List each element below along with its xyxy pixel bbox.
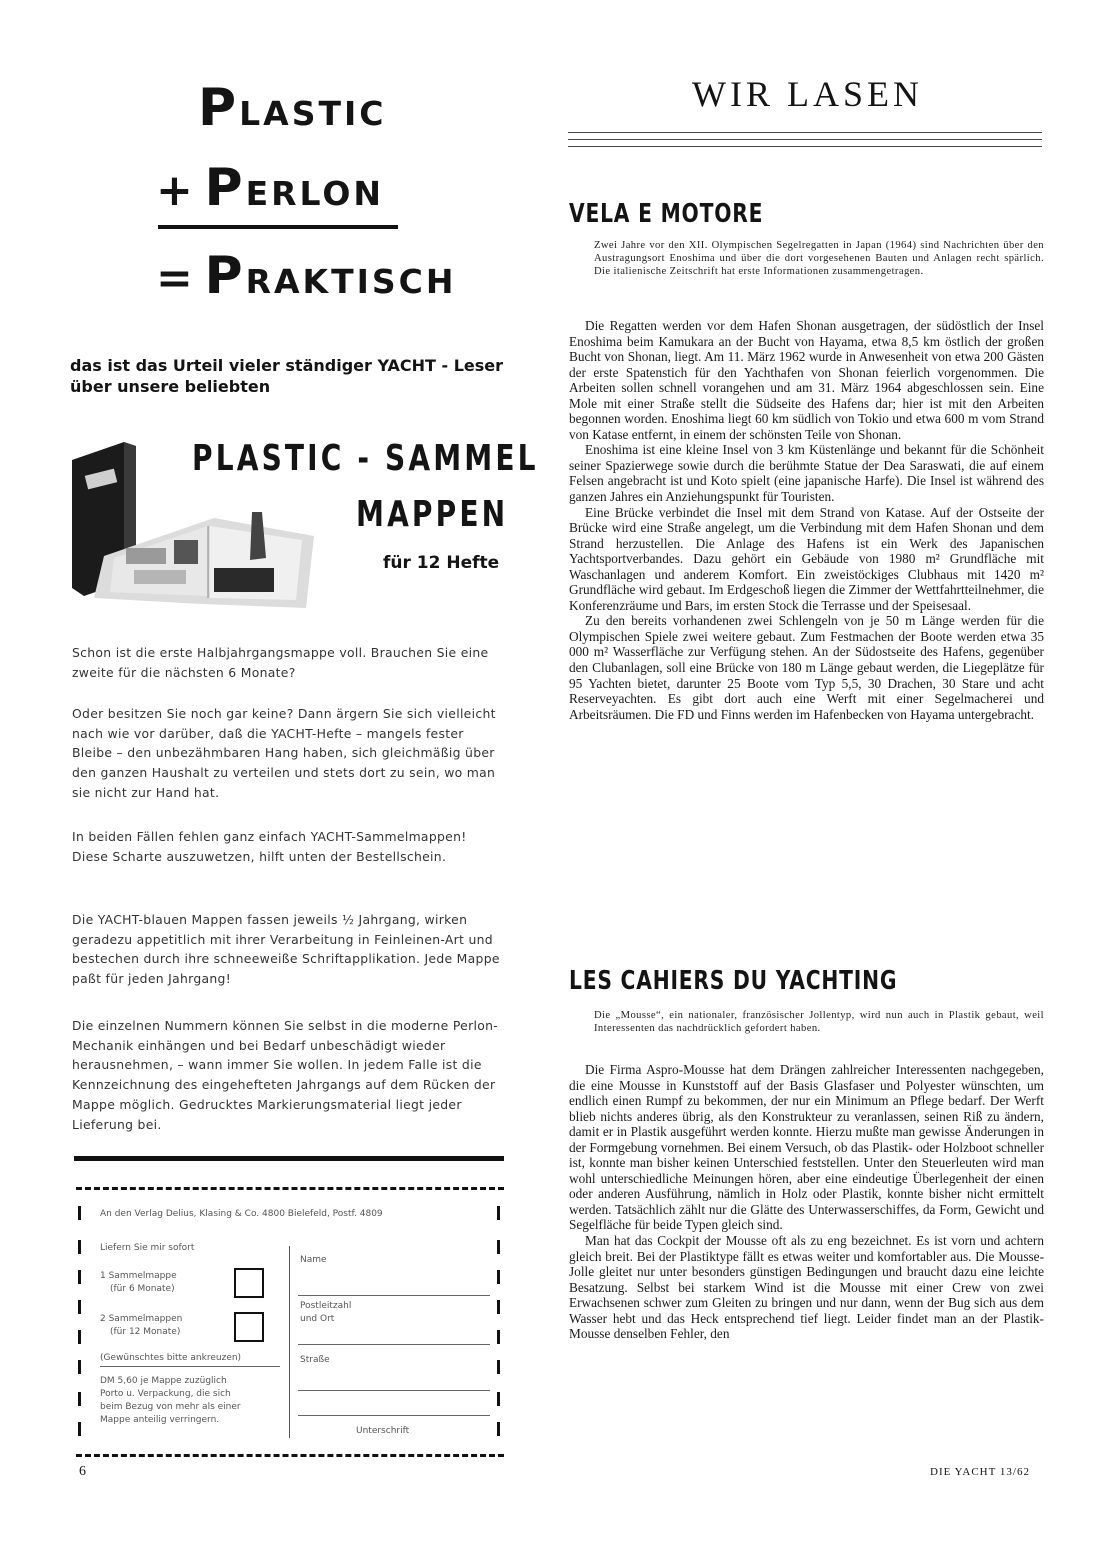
coupon-right-cutline	[497, 1392, 500, 1406]
issue-footer: DIE YACHT 13/62	[930, 1466, 1030, 1478]
coupon-right-cutline	[497, 1270, 500, 1284]
coupon-right-cutline	[497, 1300, 500, 1314]
section-rule-2	[568, 139, 1042, 140]
coupon-right-cutline	[497, 1360, 500, 1374]
coupon-left-cutline	[78, 1330, 81, 1344]
headline-line-praktisch: = PRAKTISCH	[156, 246, 457, 306]
section-rule-3	[568, 146, 1042, 147]
article-lead: Zwei Jahre vor den XII. Olympischen Segelregatten in Japan (1964) sind Nachrichten über den Austragungsort Enoshima und über die dort vorgesehenen Bauten und Anlagen recht spärlich. Die italienische Zeitschrift hat erste Informationen zusammengetragen.	[594, 240, 1044, 277]
section-rule-1	[568, 132, 1042, 133]
hint-underline	[100, 1366, 280, 1367]
ad-intro: das ist das Urteil vieler ständiger YACHT - Leser über unsere beliebten	[70, 356, 504, 396]
headline-sum-rule	[158, 225, 398, 229]
coupon-left-cutline	[78, 1422, 81, 1436]
zip-city-field[interactable]	[298, 1326, 490, 1345]
promo-title-line1: PLASTIC - SAMMEL	[192, 438, 539, 479]
street-field[interactable]	[298, 1368, 490, 1391]
extra-address-field[interactable]	[298, 1391, 490, 1416]
coupon-left-cutline	[78, 1360, 81, 1374]
coupon-right-cutline	[497, 1422, 500, 1436]
ad-paragraph: Die YACHT-blauen Mappen fassen jeweils ½ Jahrgang, wirken geradezu appetitlich mit ihrer Verarbeitung in Feinleinen-Art und bestechen durch ihre schneeweiße Schriftapplikation. Jede Mappe paßt für jeden Jahrgang!	[72, 912, 500, 987]
article-title: LES CAHIERS DU YACHTING	[569, 966, 898, 996]
promo-subtitle: für 12 Hefte	[383, 553, 500, 573]
headline-line-plastic: PLASTIC	[198, 78, 387, 138]
zip-city-label: Postleitzahl und Ort	[300, 1301, 352, 1324]
coupon-left-cutline	[78, 1392, 81, 1406]
coupon-address: An den Verlag Delius, Klasing & Co. 4800 Bielefeld, Postf. 4809	[100, 1209, 383, 1219]
section-title: WIR LASEN	[692, 74, 923, 114]
option-2-checkbox[interactable]	[234, 1312, 264, 1342]
name-field[interactable]	[298, 1269, 490, 1296]
ad-paragraph: Die einzelnen Nummern können Sie selbst in die moderne Perlon-Mechanik einhängen und bei Bedarf unbeschädigt wieder herausnehmen, – wann immer Sie wollen. In jedem Falle ist die Kennzeichnung des eingehefteten Jahrgangs auf dem Rücken der Mappe möglich. Gedrucktes Markierungsmaterial liegt jeder Lieferung bei.	[72, 1018, 499, 1132]
name-label: Name	[300, 1255, 327, 1265]
street-label: Straße	[300, 1355, 330, 1365]
coupon-bottom-cutline	[76, 1454, 504, 1457]
article-body: Die Regatten werden vor dem Hafen Shonan ausgetragen, der südöstlich der Insel Enoshima beim Kamukara an der Bucht von Hayama, etwa 8,5 km östlich der großen Bucht von Shonan, liegt. Am 11. März 1962 wurde in Anwesenheit von etwa 200 Gästen der erste Spatenstich für den Yachthafen von Shonan feierlich vorgenommen. Die Arbeiten sollen schnell vorangehen und am 31. März 1964 abgeschlossen sein. Eine Mole mit einer Straße stellt die Südseite des Hafens dar; hier ist mit den Arbeiten begonnen worden. Enoshima liegt 60 km südlich von Tokio und etwa 600 m vom Strand von Katase entfernt, in einem der schönsten Teile von Shonan. Enoshima ist eine kleine Insel von 3 km Küstenlänge und bekannt für die Schönheit seiner Spazierwege sowie durch die berühmte Statue der Dea Saraswati, die auf einem Felsen angebracht ist und Koto spielt (eine japanische Harfe). Die Insel ist während des ganzen Jahres ein Anziehungspunkt für Touristen. Eine Brücke verbindet die Insel mit dem Strand von Katase. Auf der Ostseite der Brücke wird eine Straße angelegt, um die Verbindung mit dem Hafen Shonan und dem Strand herzustellen. Die Anlage des Hafens ist ein Werk des Japanischen Yachtsportverbandes. Dazu gehört ein Gebäude von 1980 m² Grundfläche mit Waschanlagen und anderem Komfort. Ein zweistöckiges Clubhaus mit 1420 m² Grundfläche wird gebaut. Im Erdgeschoß liegen die Zimmer der Wettfahrtteilnehmer, die Konferenzräume und Bars, im ersten Stock die Terrasse und der Speisesaal. Zu den bereits vorhandenen zwei Schlengeln von je 50 m Länge werden für die Olympischen Spiele zwei weitere gebaut. Zum Festmachen der Boote werden etwa 35 000 m² Wasserfläche zur Verfügung stehen. An der Südostseite des Hafens, gegenüber den Clubanlagen, soll eine Brücke von 180 m Länge gebaut werden, die Liegeplätze für 95 Yachten bietet, darunter 25 Boote vom Typ 5,5, 30 Drachen, 30 Stare und acht Reserveyachten. Es gibt dort auch eine Werft mit einer Segelmacherei und Arbeitsräumen. Die FD und Finns werden im Hafenbecken von Hayama untergebracht.	[569, 318, 1044, 722]
promo-title-line2: MAPPEN	[356, 494, 509, 535]
coupon-right-cutline	[497, 1240, 500, 1254]
coupon-left-cutline	[78, 1240, 81, 1254]
option-1-label: 1 Sammelmappe (für 6 Monate)	[100, 1271, 177, 1294]
option-2-label: 2 Sammelmappen (für 12 Monate)	[100, 1314, 183, 1337]
coupon-deliver-label: Liefern Sie mir sofort	[100, 1243, 195, 1253]
coupon-left-cutline	[78, 1300, 81, 1314]
article-title: VELA E MOTORE	[569, 199, 764, 229]
ad-paragraph: Oder besitzen Sie noch gar keine? Dann ärgern Sie sich vielleicht nach wie vor darüber, daß die YACHT-Hefte – mangels fester Bleibe – den unbezähmbaren Hang haben, sich gleichmäßig über den ganzen Haushalt zu verteilen und stets dort zu sein, wo man sie nicht zur Hand hat.	[72, 706, 496, 800]
article-body: Die Firma Aspro-Mousse hat dem Drängen zahlreicher Interessenten nachgegeben, die eine Mousse in Kunststoff auf der Basis Glasfaser und Polyester wünschten, um endlich einen Rumpf zu bekommen, der nur ein Minimum an Pflege bedarf. Der Werft blieb nichts anderes übrig, als den Konstrukteur zu veranlassen, seinen Riß zu ändern, damit er in Plastik ausgeführt werden konnte. Hierzu mußte man gewisse Änderungen in der Formgebung vornehmen. Bei einem Versuch, ob das Plastik- oder Holzboot schneller ist, konnte man bisher keinen Unterschied feststellen. Unter den Steuerleuten wird man wohl unterschiedliche Meinungen hören, aber eine eindeutige Überlegenheit der einen oder anderen Ausführung, nämlich in Holz oder Plastik, konnte bisher nicht ermittelt werden. Tatsächlich zählt nur die Glätte des Unterwasserschiffes, da Form, Gewicht und Segelfläche für beide Typen gleich sind. Man hat das Cockpit der Mousse oft als zu eng bezeichnet. Es ist vorn und achtern gleich breit. Bei der Plastiktype fällt es etwas weiter und komfortabler aus. Die Mousse-Jolle gleitet nur unter besonders günstigen Bedingungen und braucht dazu eine leichte Besatzung. Selbst bei starkem Wind ist die Mousse mit einer Crew von zwei Erwachsenen schwer zum Gleiten zu bringen und nur dann, wenn der Bug sich aus dem Wasser hebt und das Heck entsprechend tief liegt. Leider findet man an der Plastik-Mousse denselben Fehler, den	[569, 1062, 1044, 1342]
price-note: DM 5,60 je Mappe zuzüglich Porto u. Verpackung, die sich beim Bezug von mehr als einer Mappe anteilig verringern.	[100, 1376, 241, 1425]
option-1-checkbox[interactable]	[234, 1268, 264, 1298]
article-lead: Die „Mousse“, ein nationaler, französischer Jollentyp, wird nun auch in Plastik gebaut, weil Interessenten das nachdrücklich gefordert haben.	[594, 1010, 1044, 1034]
coupon-right-cutline	[497, 1206, 500, 1220]
coupon-top-cutline	[76, 1187, 504, 1190]
headline-line-perlon: + PERLON	[156, 158, 385, 218]
coupon-right-cutline	[497, 1330, 500, 1344]
ad-paragraph: In beiden Fällen fehlen ganz einfach YACHT-Sammelmappen! Diese Scharte auszuwetzen, hilft unten der Bestellschein.	[72, 829, 467, 864]
page-number: 6	[79, 1464, 86, 1479]
checkbox-hint: (Gewünschtes bitte ankreuzen)	[100, 1353, 242, 1363]
ad-divider	[74, 1156, 504, 1161]
coupon-left-cutline	[78, 1270, 81, 1284]
signature-label: Unterschrift	[356, 1426, 410, 1436]
coupon-left-cutline	[78, 1206, 81, 1220]
ad-paragraph: Schon ist die erste Halbjahrgangsmappe voll. Brauchen Sie eine zweite für die nächsten 6 Monate?	[72, 645, 489, 680]
coupon-column-divider	[289, 1246, 290, 1438]
